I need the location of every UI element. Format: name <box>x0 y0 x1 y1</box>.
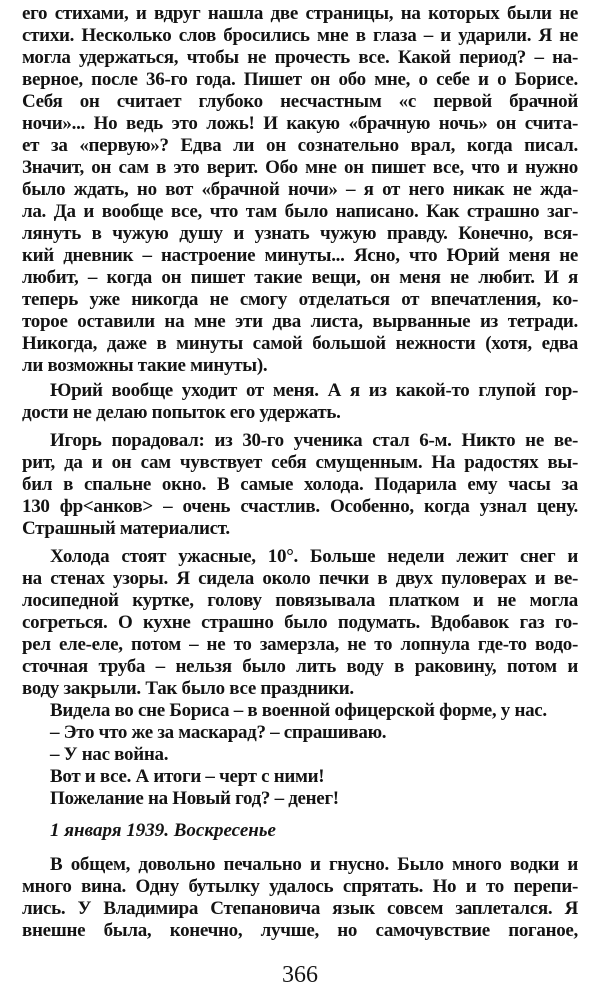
text-line: было ждать, но вот «брачной ночи» – я от него никак не жда- <box>22 179 578 200</box>
text-line: сточная труба – нельзя было лить воду в раковину, потом и <box>22 656 578 677</box>
paragraph <box>22 3 578 377</box>
text-line: Вот и все. А итоги – черт с ними! <box>50 766 325 787</box>
page-number: 366 <box>282 962 318 988</box>
text-line: – Это что же за маскарад? – спрашиваю. <box>50 722 387 743</box>
text-line: верное, после 36-го года. Пишет он обо мне, о себе и о Борисе. <box>22 69 578 90</box>
text-line: рит, да и он сам чувствует себя смущенным. На радостях вы- <box>22 452 578 473</box>
text-line: ли возможны такие минуты). <box>22 355 268 376</box>
text-line: дости не делаю попыток его удержать. <box>22 402 341 423</box>
paragraph <box>22 546 578 700</box>
text-line: Юрий вообще уходит от меня. А я из какой-то глупой гор- <box>50 380 578 401</box>
text-line: 130 фр<анков> – очень счастлив. Особенно, когда узнал цену. <box>22 496 578 517</box>
text-line: В общем, довольно печально и гнусно. Было много водки и <box>50 854 578 875</box>
text-line: стихи. Несколько слов бросились мне в глаза – и ударили. Я не <box>22 25 578 46</box>
text-line: Себя он считает глубоко несчастным «с первой брачной <box>22 91 578 112</box>
text-line: ночи»... Но ведь это ложь! И какую «брачную ночь» он счита- <box>22 113 578 134</box>
text-line: Страшный материалист. <box>22 518 230 539</box>
paragraph <box>22 854 578 942</box>
text-line: Значит, он сам в это верит. Обо мне он пишет все, что и нужно <box>22 157 578 178</box>
text-line: кий дневник – настроение минуты... Ясно, что Юрий меня не <box>22 245 578 266</box>
text-line: лянуть в чужую душу и узнать чужую правду. Конечно, вся- <box>22 223 578 244</box>
text-line: Пожелание на Новый год? – денег! <box>50 788 339 809</box>
paragraph <box>22 722 578 744</box>
text-line: много вина. Одну бутылку удалось спрятать. Но и то перепи- <box>22 876 578 897</box>
text-line: – У нас война. <box>50 744 169 765</box>
text-line: внешне была, конечно, лучше, но самочувствие поганое, <box>22 920 578 941</box>
text-line: воду закрыли. Так было все праздники. <box>22 678 354 699</box>
paragraph <box>22 766 578 788</box>
text-line: ла. Да и вообще все, что там было написано. Как страшно заг- <box>22 201 578 222</box>
page-body <box>22 3 578 942</box>
text-line: любит, – когда он пишет такие вещи, он меня не любит. И я <box>22 267 578 288</box>
text-line: рел еле-еле, потом – не то замерзла, не то лопнула где-то водо- <box>22 634 578 655</box>
text-line: лись. У Владимира Степановича язык совсем заплетался. Я <box>22 898 578 919</box>
text-line: торое оставили на мне эти два листа, вырванные из тетради. <box>22 311 578 332</box>
diary-entry-heading: 1 января 1939. Воскресенье <box>50 820 276 841</box>
text-line: могла удержаться, чтобы не прочесть все. Какой период? – на- <box>22 47 578 68</box>
text-line: его стихами, и вдруг нашла две страницы, на которых были не <box>22 3 578 24</box>
paragraph <box>22 380 578 424</box>
text-line: бил в спальне окно. В самые холода. Подарила ему часы за <box>22 474 578 495</box>
text-line: Холода стоят ужасные, 10°. Больше недели лежит снег и <box>50 546 578 567</box>
paragraph <box>22 744 578 766</box>
text-line: лосипедной куртке, голову повязывала платком и не могла <box>22 590 578 611</box>
paragraph <box>22 430 578 540</box>
text-line: Игорь порадовал: из 30-го ученика стал 6-м. Никто не ве- <box>50 430 578 451</box>
text-line: Никогда, даже в минуты самой большой нежности (хотя, едва <box>22 333 578 354</box>
text-line: Видела во сне Бориса – в военной офицерской форме, у нас. <box>50 700 547 721</box>
text-line: ет за «первую»? Едва ли он сознательно врал, когда писал. <box>22 135 578 156</box>
text-line: на стенах узоры. Я сидела около печки в двух пуловерах и ве- <box>22 568 578 589</box>
paragraph <box>22 700 578 722</box>
text-line: теперь уже никогда не смогу отделаться от впечатления, ко- <box>22 289 578 310</box>
paragraph <box>22 788 578 810</box>
text-line: согреться. О кухне страшно было подумать. Вдобавок газ го- <box>22 612 578 633</box>
